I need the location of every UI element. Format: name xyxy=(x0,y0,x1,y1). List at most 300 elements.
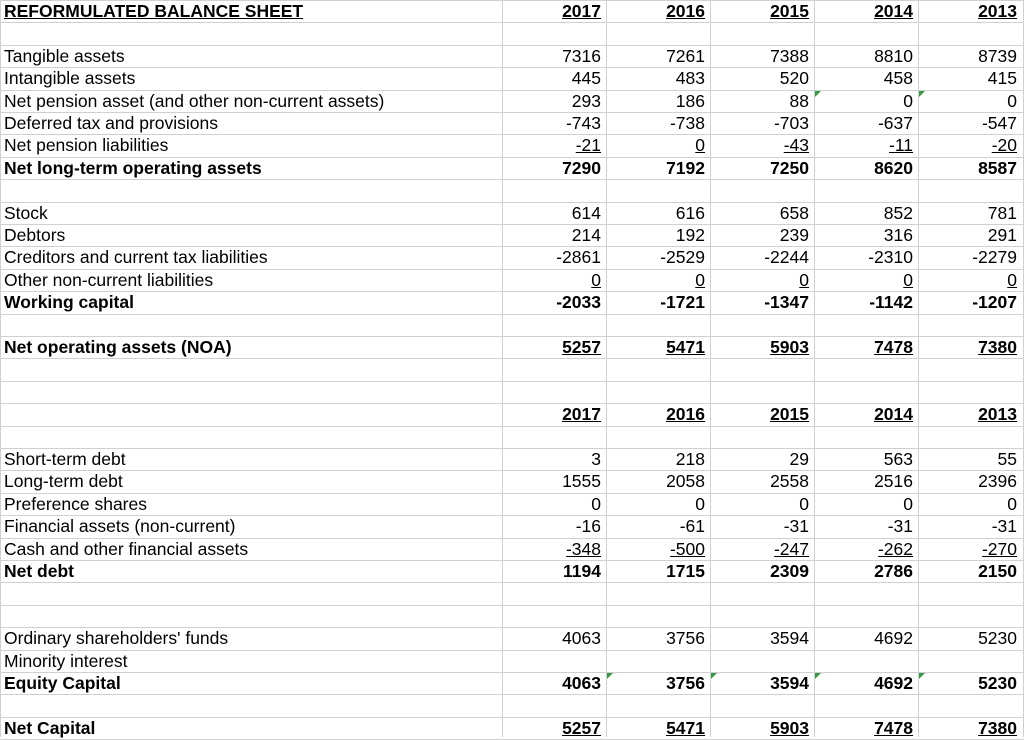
row-label[interactable] xyxy=(4,0,494,22)
value-cell[interactable] xyxy=(607,90,705,112)
value-cell[interactable] xyxy=(815,627,913,649)
value-text: 7388 xyxy=(770,45,809,66)
value-text: 29 xyxy=(789,449,809,469)
table-row xyxy=(0,0,1024,22)
value-text: 563 xyxy=(883,449,913,469)
table-row xyxy=(0,179,1024,201)
value-text: -20 xyxy=(991,135,1017,156)
value-cell[interactable] xyxy=(919,672,1017,694)
row-label[interactable] xyxy=(4,426,494,448)
value-cell[interactable] xyxy=(503,0,601,22)
value-cell[interactable] xyxy=(815,403,913,425)
value-text: 3594 xyxy=(770,673,809,693)
value-cell[interactable] xyxy=(815,269,913,291)
value-cell[interactable] xyxy=(815,470,913,492)
value-cell[interactable] xyxy=(711,0,809,22)
value-cell[interactable] xyxy=(607,336,705,358)
row-label-text: Short-term debt xyxy=(4,449,126,469)
value-text: 186 xyxy=(675,90,705,111)
value-text: 0 xyxy=(799,493,809,514)
table-row xyxy=(0,157,1024,179)
value-text: 520 xyxy=(779,68,809,89)
value-cell[interactable] xyxy=(607,67,705,89)
value-cell[interactable] xyxy=(607,470,705,492)
value-text: -703 xyxy=(773,113,809,133)
value-cell[interactable] xyxy=(607,538,705,560)
value-text: 0 xyxy=(1007,493,1017,514)
value-text: -2244 xyxy=(764,247,809,268)
value-cell[interactable] xyxy=(607,246,705,268)
value-cell[interactable] xyxy=(503,202,601,224)
value-text: -61 xyxy=(679,516,705,537)
value-cell[interactable] xyxy=(503,269,601,291)
value-cell[interactable] xyxy=(815,538,913,560)
table-row xyxy=(0,134,1024,156)
value-text: -31 xyxy=(783,516,809,537)
value-text: -2310 xyxy=(868,247,913,268)
value-text: 1715 xyxy=(666,561,705,581)
value-cell[interactable] xyxy=(919,538,1017,560)
value-cell[interactable] xyxy=(711,45,809,67)
value-cell[interactable] xyxy=(711,717,809,739)
value-text: -1721 xyxy=(660,292,705,313)
table-row xyxy=(0,90,1024,112)
value-text: 2016 xyxy=(666,404,705,425)
value-cell[interactable] xyxy=(503,157,601,179)
table-row xyxy=(0,358,1024,380)
table-row xyxy=(0,224,1024,246)
value-text: 1555 xyxy=(562,471,601,492)
row-label[interactable] xyxy=(4,202,494,224)
value-cell[interactable] xyxy=(919,560,1017,582)
value-cell[interactable] xyxy=(607,515,705,537)
cell-warning-flag xyxy=(815,673,821,679)
table-row xyxy=(0,605,1024,627)
table-row xyxy=(0,67,1024,89)
value-text: 8620 xyxy=(874,157,913,178)
value-cell[interactable] xyxy=(711,202,809,224)
row-label[interactable] xyxy=(4,403,494,425)
value-text: 2058 xyxy=(666,471,705,492)
value-text: 415 xyxy=(987,68,1017,89)
value-cell[interactable] xyxy=(815,291,913,313)
row-label[interactable] xyxy=(4,694,494,716)
value-text: -2861 xyxy=(556,247,601,268)
row-label[interactable] xyxy=(4,112,494,134)
value-text: 4692 xyxy=(874,673,913,693)
value-cell[interactable] xyxy=(711,134,809,156)
row-label[interactable] xyxy=(4,582,494,604)
value-text: 0 xyxy=(1007,269,1017,290)
value-text: -2529 xyxy=(660,247,705,268)
value-cell[interactable] xyxy=(607,112,705,134)
row-label[interactable] xyxy=(4,672,494,694)
row-label[interactable] xyxy=(4,157,494,179)
value-cell[interactable] xyxy=(711,269,809,291)
row-label[interactable] xyxy=(4,224,494,246)
value-text: 7250 xyxy=(770,157,809,178)
value-cell[interactable] xyxy=(815,448,913,470)
value-text: 8587 xyxy=(978,157,1017,178)
row-label[interactable] xyxy=(4,269,494,291)
value-cell[interactable] xyxy=(919,90,1017,112)
value-cell[interactable] xyxy=(607,202,705,224)
value-text: 7316 xyxy=(562,45,601,66)
row-label-text: Other non-current liabilities xyxy=(4,269,214,290)
value-text: 0 xyxy=(695,269,705,290)
value-text: -1347 xyxy=(764,292,809,313)
value-cell[interactable] xyxy=(815,90,913,112)
row-label[interactable] xyxy=(4,67,494,89)
row-label-text: Net Capital xyxy=(4,717,96,738)
value-text: 2015 xyxy=(770,1,809,21)
value-text: -1207 xyxy=(972,292,1017,313)
value-text: -262 xyxy=(877,538,913,559)
value-text: 658 xyxy=(779,202,809,223)
row-label-text: Minority interest xyxy=(4,650,128,671)
value-cell[interactable] xyxy=(711,67,809,89)
row-label[interactable] xyxy=(4,605,494,627)
row-label-text: Long-term debt xyxy=(4,471,123,492)
value-text: 781 xyxy=(987,202,1017,223)
table-row xyxy=(0,582,1024,604)
value-text: 5230 xyxy=(978,628,1017,649)
value-text: 293 xyxy=(571,90,601,111)
value-text: -21 xyxy=(575,135,601,156)
value-cell[interactable] xyxy=(503,493,601,515)
row-label-text: Stock xyxy=(4,202,48,223)
value-text: 2786 xyxy=(874,561,913,581)
value-cell[interactable] xyxy=(711,515,809,537)
row-label[interactable] xyxy=(4,381,494,403)
row-label[interactable] xyxy=(4,179,494,201)
value-cell[interactable] xyxy=(711,493,809,515)
value-cell[interactable] xyxy=(503,538,601,560)
value-text: 1194 xyxy=(563,561,601,581)
value-text: 2015 xyxy=(770,404,809,425)
table-row xyxy=(0,538,1024,560)
value-text: 2013 xyxy=(978,404,1017,425)
value-text: 2016 xyxy=(666,1,705,21)
value-cell[interactable] xyxy=(503,67,601,89)
value-cell[interactable] xyxy=(815,717,913,739)
value-cell[interactable] xyxy=(607,448,705,470)
value-cell[interactable] xyxy=(815,515,913,537)
value-cell[interactable] xyxy=(711,336,809,358)
value-text: -31 xyxy=(991,516,1017,537)
value-text: 458 xyxy=(883,68,913,89)
value-cell[interactable] xyxy=(503,672,601,694)
row-label[interactable] xyxy=(4,22,494,44)
value-text: 192 xyxy=(675,225,705,245)
value-cell[interactable] xyxy=(503,291,601,313)
row-label[interactable] xyxy=(4,358,494,380)
value-cell[interactable] xyxy=(711,291,809,313)
value-cell[interactable] xyxy=(711,538,809,560)
value-text: 2017 xyxy=(562,404,601,425)
value-cell[interactable] xyxy=(711,224,809,246)
value-cell[interactable] xyxy=(607,717,705,739)
value-text: 2309 xyxy=(770,561,809,581)
value-text: -247 xyxy=(773,538,809,559)
value-text: 5471 xyxy=(666,717,705,738)
value-cell[interactable] xyxy=(815,224,913,246)
value-cell[interactable] xyxy=(503,45,601,67)
value-cell[interactable] xyxy=(919,202,1017,224)
row-label[interactable] xyxy=(4,314,494,336)
table-row xyxy=(0,269,1024,291)
value-text: 8810 xyxy=(874,45,913,66)
row-label-text: Preference shares xyxy=(4,493,147,514)
table-row xyxy=(0,426,1024,448)
value-cell[interactable] xyxy=(503,224,601,246)
value-cell[interactable] xyxy=(919,515,1017,537)
row-label-text: Working capital xyxy=(4,292,134,313)
value-text: -2033 xyxy=(556,292,601,313)
value-cell[interactable] xyxy=(503,112,601,134)
value-cell[interactable] xyxy=(711,560,809,582)
value-text: 316 xyxy=(883,225,913,245)
table-row xyxy=(0,381,1024,403)
value-cell[interactable] xyxy=(919,448,1017,470)
value-text: -1142 xyxy=(869,292,913,313)
value-text: 214 xyxy=(571,225,601,245)
value-text: 7478 xyxy=(874,717,913,738)
value-cell[interactable] xyxy=(711,403,809,425)
row-label[interactable] xyxy=(4,90,494,112)
row-label[interactable] xyxy=(4,560,494,582)
value-cell[interactable] xyxy=(503,560,601,582)
row-label[interactable] xyxy=(4,336,494,358)
value-text: -31 xyxy=(887,516,913,537)
value-text: 5903 xyxy=(770,337,809,357)
value-cell[interactable] xyxy=(919,627,1017,649)
value-text: 5257 xyxy=(562,717,601,738)
cell-warning-flag xyxy=(711,673,717,679)
value-cell[interactable] xyxy=(503,336,601,358)
value-text: 2558 xyxy=(770,471,809,492)
value-text: 0 xyxy=(591,493,601,514)
table-row xyxy=(0,560,1024,582)
value-cell[interactable] xyxy=(607,269,705,291)
table-row xyxy=(0,672,1024,694)
table-row xyxy=(0,202,1024,224)
value-text: 0 xyxy=(591,269,601,290)
value-cell[interactable] xyxy=(919,246,1017,268)
value-cell[interactable] xyxy=(815,45,913,67)
value-text: -2279 xyxy=(972,247,1017,268)
row-label[interactable] xyxy=(4,470,494,492)
value-text: -43 xyxy=(783,135,809,156)
value-text: 3 xyxy=(591,449,601,469)
value-text: -738 xyxy=(669,113,705,133)
table-row xyxy=(0,291,1024,313)
value-cell[interactable] xyxy=(815,134,913,156)
value-cell[interactable] xyxy=(711,112,809,134)
value-cell[interactable] xyxy=(919,269,1017,291)
value-text: 0 xyxy=(1007,90,1017,111)
row-label[interactable] xyxy=(4,246,494,268)
value-cell[interactable] xyxy=(607,291,705,313)
table-row xyxy=(0,694,1024,716)
value-cell[interactable] xyxy=(607,0,705,22)
value-text: -270 xyxy=(981,538,1017,559)
value-text: -11 xyxy=(889,135,913,156)
value-text: 5257 xyxy=(562,337,601,357)
value-cell[interactable] xyxy=(919,470,1017,492)
row-label-text: Deferred tax and provisions xyxy=(4,113,218,133)
value-text: 7290 xyxy=(562,157,601,178)
row-label-text: Net debt xyxy=(4,561,74,581)
value-cell[interactable] xyxy=(503,627,601,649)
value-text: -348 xyxy=(565,538,601,559)
row-label[interactable] xyxy=(4,45,494,67)
value-cell[interactable] xyxy=(607,45,705,67)
value-text: 4063 xyxy=(562,628,601,649)
value-cell[interactable] xyxy=(919,112,1017,134)
value-cell[interactable] xyxy=(503,403,601,425)
table-row xyxy=(0,470,1024,492)
value-text: 8739 xyxy=(978,45,1017,66)
value-cell[interactable] xyxy=(919,157,1017,179)
value-cell[interactable] xyxy=(711,448,809,470)
value-cell[interactable] xyxy=(503,448,601,470)
row-label[interactable] xyxy=(4,134,494,156)
value-text: 616 xyxy=(675,202,705,223)
value-cell[interactable] xyxy=(815,493,913,515)
value-text: 3594 xyxy=(770,628,809,649)
row-label-text: Intangible assets xyxy=(4,68,136,89)
value-cell[interactable] xyxy=(919,67,1017,89)
row-label-text: Net operating assets (NOA) xyxy=(4,337,232,357)
table-row xyxy=(0,627,1024,649)
value-cell[interactable] xyxy=(711,627,809,649)
value-text: 2150 xyxy=(978,561,1017,581)
row-label-text: REFORMULATED BALANCE SHEET xyxy=(4,1,304,21)
value-cell[interactable] xyxy=(503,515,601,537)
value-cell[interactable] xyxy=(711,90,809,112)
table-row xyxy=(0,515,1024,537)
value-cell[interactable] xyxy=(607,224,705,246)
value-text: 445 xyxy=(571,68,601,89)
value-cell[interactable] xyxy=(919,403,1017,425)
row-label-text: Creditors and current tax liabilities xyxy=(4,247,268,268)
value-text: 0 xyxy=(799,269,809,290)
value-text: 5471 xyxy=(666,337,705,357)
value-cell[interactable] xyxy=(919,45,1017,67)
row-label-text: Cash and other financial assets xyxy=(4,538,249,559)
value-text: 3756 xyxy=(666,673,705,693)
value-text: -500 xyxy=(669,538,705,559)
value-cell[interactable] xyxy=(815,67,913,89)
value-cell[interactable] xyxy=(919,717,1017,739)
value-cell[interactable] xyxy=(815,112,913,134)
value-cell[interactable] xyxy=(711,470,809,492)
row-label[interactable] xyxy=(4,627,494,649)
value-cell[interactable] xyxy=(607,403,705,425)
value-text: 4063 xyxy=(562,673,601,693)
value-text: 0 xyxy=(695,493,705,514)
value-text: 852 xyxy=(883,202,913,223)
value-cell[interactable] xyxy=(607,627,705,649)
value-text: 3756 xyxy=(666,628,705,649)
row-label[interactable] xyxy=(4,538,494,560)
row-label-text: Financial assets (non-current) xyxy=(4,516,236,537)
row-label[interactable] xyxy=(4,650,494,672)
row-label-text: Tangible assets xyxy=(4,45,125,66)
value-cell[interactable] xyxy=(607,157,705,179)
row-label-text: Net pension asset (and other non-current assets) xyxy=(4,90,385,111)
value-cell[interactable] xyxy=(815,202,913,224)
value-text: 2014 xyxy=(874,1,913,21)
row-label-text: Equity Capital xyxy=(4,673,121,693)
value-text: 291 xyxy=(987,225,1017,245)
value-cell[interactable] xyxy=(815,0,913,22)
value-cell[interactable] xyxy=(503,470,601,492)
value-cell[interactable] xyxy=(919,224,1017,246)
value-text: 4692 xyxy=(874,628,913,649)
value-cell[interactable] xyxy=(503,134,601,156)
value-cell[interactable] xyxy=(919,336,1017,358)
value-text: 0 xyxy=(903,90,913,111)
value-text: -743 xyxy=(565,113,601,133)
row-label[interactable] xyxy=(4,493,494,515)
value-cell[interactable] xyxy=(815,157,913,179)
table-row xyxy=(0,448,1024,470)
table-row xyxy=(0,314,1024,336)
value-cell[interactable] xyxy=(711,246,809,268)
value-cell[interactable] xyxy=(607,134,705,156)
value-cell[interactable] xyxy=(503,90,601,112)
row-label-text: Net long-term operating assets xyxy=(4,157,262,178)
value-cell[interactable] xyxy=(503,717,601,739)
value-cell[interactable] xyxy=(711,672,809,694)
value-cell[interactable] xyxy=(815,672,913,694)
value-text: 0 xyxy=(695,135,705,156)
value-text: 7380 xyxy=(978,717,1017,738)
cell-warning-flag xyxy=(919,673,925,679)
value-text: 0 xyxy=(903,493,913,514)
row-label[interactable] xyxy=(4,291,494,313)
value-text: 7478 xyxy=(874,337,913,357)
value-cell[interactable] xyxy=(815,336,913,358)
row-label-text: Net pension liabilities xyxy=(4,135,169,156)
table-row xyxy=(0,45,1024,67)
value-cell[interactable] xyxy=(919,291,1017,313)
value-cell[interactable] xyxy=(607,672,705,694)
value-cell[interactable] xyxy=(815,560,913,582)
value-cell[interactable] xyxy=(607,560,705,582)
row-label[interactable] xyxy=(4,448,494,470)
cell-warning-flag xyxy=(919,91,925,97)
value-text: 483 xyxy=(675,68,705,89)
value-cell[interactable] xyxy=(919,493,1017,515)
value-cell[interactable] xyxy=(503,246,601,268)
row-label[interactable] xyxy=(4,717,494,739)
row-label[interactable] xyxy=(4,515,494,537)
value-text: 2396 xyxy=(978,471,1017,492)
value-cell[interactable] xyxy=(815,246,913,268)
value-cell[interactable] xyxy=(919,0,1017,22)
value-text: 2017 xyxy=(562,1,601,21)
table-row xyxy=(0,336,1024,358)
value-cell[interactable] xyxy=(607,493,705,515)
row-label-text: Debtors xyxy=(4,225,66,245)
value-cell[interactable] xyxy=(919,134,1017,156)
table-row xyxy=(0,246,1024,268)
value-cell[interactable] xyxy=(711,157,809,179)
row-label-text: Ordinary shareholders' funds xyxy=(4,628,229,649)
